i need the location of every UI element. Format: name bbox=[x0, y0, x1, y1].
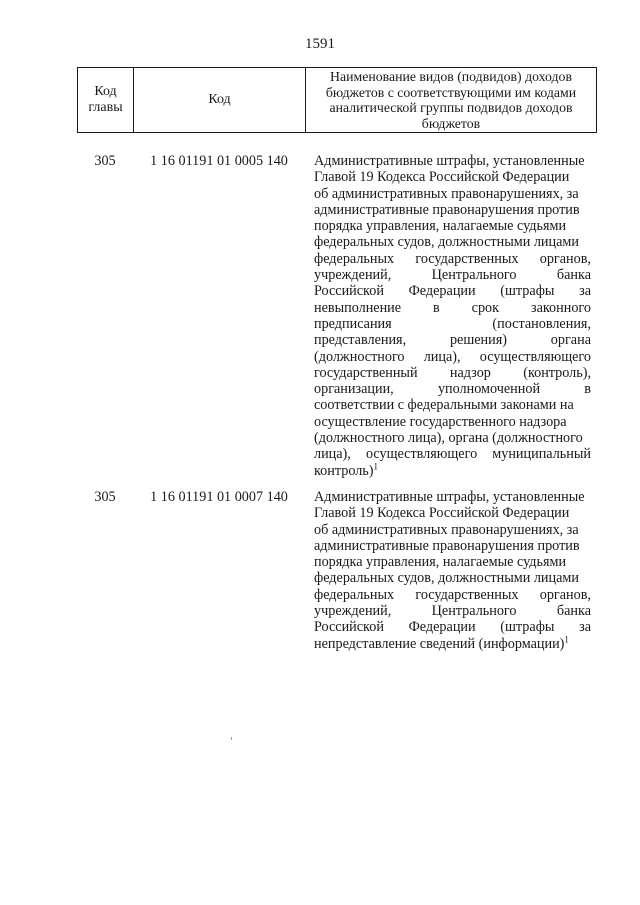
name-line bbox=[314, 349, 591, 365]
row-glava-code: 305 bbox=[94, 153, 116, 169]
name-line bbox=[314, 332, 591, 348]
name-word: соответствии с федеральными законами на bbox=[314, 397, 574, 414]
name-word: контроль)$^1$ bbox=[314, 460, 379, 479]
name-line bbox=[314, 218, 591, 234]
name-word: невыполнение bbox=[314, 299, 402, 316]
name-word: за bbox=[579, 619, 591, 636]
name-line bbox=[314, 489, 591, 505]
name-line bbox=[314, 234, 591, 250]
name-line bbox=[314, 186, 591, 202]
name-line bbox=[314, 587, 591, 603]
name-word: представления, bbox=[314, 332, 407, 349]
name-word: учреждений, bbox=[314, 603, 392, 620]
name-line bbox=[314, 460, 591, 479]
scan-mark bbox=[231, 737, 232, 740]
name-line bbox=[314, 169, 591, 185]
column-header-name-line: бюджетов bbox=[421, 115, 481, 131]
name-word: Российской bbox=[314, 283, 384, 300]
name-word: (должностного лица), органа (должностного bbox=[314, 430, 583, 447]
name-word: порядка управления, налагаемые судьями bbox=[314, 554, 567, 571]
name-line bbox=[314, 554, 591, 570]
name-line bbox=[314, 414, 591, 430]
column-header-glava-line: главы bbox=[88, 100, 123, 115]
name-line bbox=[314, 365, 591, 381]
footnote-marker: 1 bbox=[564, 633, 569, 644]
footnote-marker: 1 bbox=[373, 460, 379, 471]
name-word: надзор bbox=[449, 364, 491, 381]
name-line bbox=[314, 153, 591, 169]
name-word: федеральных bbox=[314, 586, 395, 603]
name-word: в bbox=[584, 381, 591, 398]
name-word: в bbox=[433, 299, 440, 316]
name-line bbox=[314, 300, 591, 316]
name-word: государственных bbox=[415, 586, 519, 603]
name-word: лица), bbox=[314, 446, 351, 463]
name-word: Федерации bbox=[408, 619, 476, 636]
name-word: Российской bbox=[314, 619, 384, 636]
column-header-kod: Код bbox=[134, 68, 306, 132]
name-word: (штрафы bbox=[500, 619, 555, 636]
name-line bbox=[314, 267, 591, 283]
name-word: государственных bbox=[415, 250, 519, 267]
page-number: 1591 bbox=[305, 36, 335, 52]
name-word: Центрального bbox=[431, 267, 517, 284]
name-word: административные правонарушения против bbox=[314, 201, 580, 218]
name-line bbox=[314, 316, 591, 332]
name-word: осуществление государственного надзора bbox=[314, 413, 567, 430]
row-income-code: 1 16 01191 01 0007 140 bbox=[150, 489, 288, 505]
name-word: органа bbox=[550, 332, 591, 349]
name-line bbox=[314, 538, 591, 554]
name-word: об административных правонарушениях, за bbox=[314, 185, 579, 202]
name-word: непредставление сведений (информации)$^1$ bbox=[314, 633, 569, 652]
name-line bbox=[314, 202, 591, 218]
name-word: (штрафы bbox=[500, 283, 555, 300]
name-word: Административные штрафы, установленные bbox=[314, 489, 585, 505]
name-word: федеральных судов, должностными лицами bbox=[314, 570, 579, 587]
name-word: об административных правонарушениях, за bbox=[314, 521, 579, 538]
name-line bbox=[314, 603, 591, 619]
name-word: муниципальный bbox=[492, 446, 591, 463]
name-word: порядка управления, налагаемые судьями bbox=[314, 218, 567, 235]
name-line bbox=[314, 633, 591, 652]
table-header bbox=[77, 67, 597, 133]
name-word: организации, bbox=[314, 381, 394, 398]
name-word: предписания bbox=[314, 315, 392, 332]
name-word: учреждений, bbox=[314, 267, 392, 284]
name-word: федеральных судов, должностными лицами bbox=[314, 234, 579, 251]
name-word: административные правонарушения против bbox=[314, 537, 580, 554]
row-income-code: 1 16 01191 01 0005 140 bbox=[150, 153, 288, 169]
name-line bbox=[314, 381, 591, 397]
name-word: банка bbox=[556, 603, 591, 620]
name-word: Главой 19 Кодекса Российской Федерации bbox=[314, 505, 570, 522]
name-word: осуществляющего bbox=[479, 348, 591, 365]
name-line bbox=[314, 446, 591, 462]
name-line bbox=[314, 522, 591, 538]
row-income-name bbox=[314, 153, 591, 479]
name-word: (постановления, bbox=[492, 315, 591, 332]
name-word: государственный bbox=[314, 364, 418, 381]
name-line bbox=[314, 570, 591, 586]
name-word: Главой 19 Кодекса Российской Федерации bbox=[314, 169, 570, 186]
name-word: уполномоченной bbox=[437, 381, 541, 398]
name-word: банка bbox=[556, 267, 591, 284]
name-word: (должностного bbox=[314, 348, 405, 365]
name-line bbox=[314, 397, 591, 413]
name-word: органов, bbox=[539, 586, 591, 603]
name-word: осуществляющего bbox=[365, 446, 478, 463]
name-line bbox=[314, 430, 591, 446]
name-word: Центрального bbox=[431, 603, 517, 620]
table-row bbox=[77, 153, 597, 479]
name-line bbox=[314, 251, 591, 267]
name-word: Федерации bbox=[408, 283, 476, 300]
name-word: законного bbox=[530, 299, 591, 316]
name-word: федеральных bbox=[314, 250, 395, 267]
column-header-name-line: Наименование видов (подвидов) доходов bbox=[330, 69, 572, 84]
name-word: органов, bbox=[539, 250, 591, 267]
name-word: за bbox=[579, 283, 591, 300]
row-glava-code: 305 bbox=[94, 489, 116, 505]
column-header-name-line: бюджетов с соответствующими им кодами bbox=[325, 84, 577, 100]
name-word: лица), bbox=[423, 348, 461, 365]
table-row bbox=[77, 489, 597, 652]
name-line bbox=[314, 505, 591, 521]
column-header-name-line: аналитической группы подвидов доходов bbox=[329, 100, 573, 115]
name-line bbox=[314, 283, 591, 299]
column-header-glava bbox=[78, 68, 134, 132]
name-line bbox=[314, 619, 591, 635]
column-header-name bbox=[306, 68, 596, 132]
name-word: решения) bbox=[449, 332, 507, 349]
row-income-name bbox=[314, 489, 591, 652]
column-header-glava-line: Код bbox=[94, 84, 117, 99]
name-word: (контроль), bbox=[523, 364, 591, 381]
name-word: срок bbox=[471, 299, 500, 316]
name-word: Административные штрафы, установленные bbox=[314, 153, 585, 169]
